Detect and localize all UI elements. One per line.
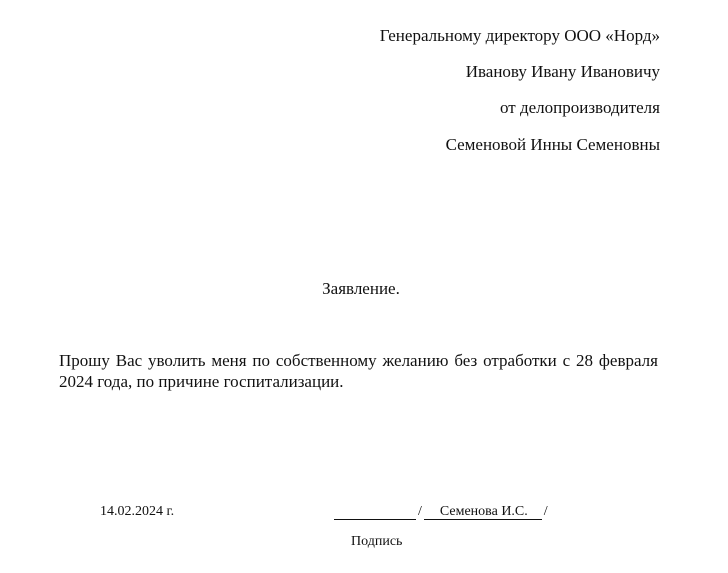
signer-name: Семенова И.С. xyxy=(424,504,542,520)
document-body: Прошу Вас уволить меня по собственному желанию без отработки с 28 февраля 2024 года, по причине госпитализации. xyxy=(59,351,658,391)
signature-separator-right: / xyxy=(543,504,548,519)
signature-caption: Подпись xyxy=(351,534,403,549)
sender-name-line: Семеновой Инны Семеновны xyxy=(445,135,660,154)
signature-separator-left: / xyxy=(418,504,422,519)
document-date: 14.02.2024 г. xyxy=(100,504,175,519)
recipient-position-line: Генеральному директору ООО «Норд» xyxy=(379,26,660,45)
signature-blank-line xyxy=(334,505,416,520)
sender-position-line: от делопроизводителя xyxy=(500,98,660,117)
signature-row xyxy=(334,504,550,520)
recipient-name-line: Иванову Ивану Ивановичу xyxy=(465,62,660,81)
document-title: Заявление. xyxy=(322,279,400,298)
